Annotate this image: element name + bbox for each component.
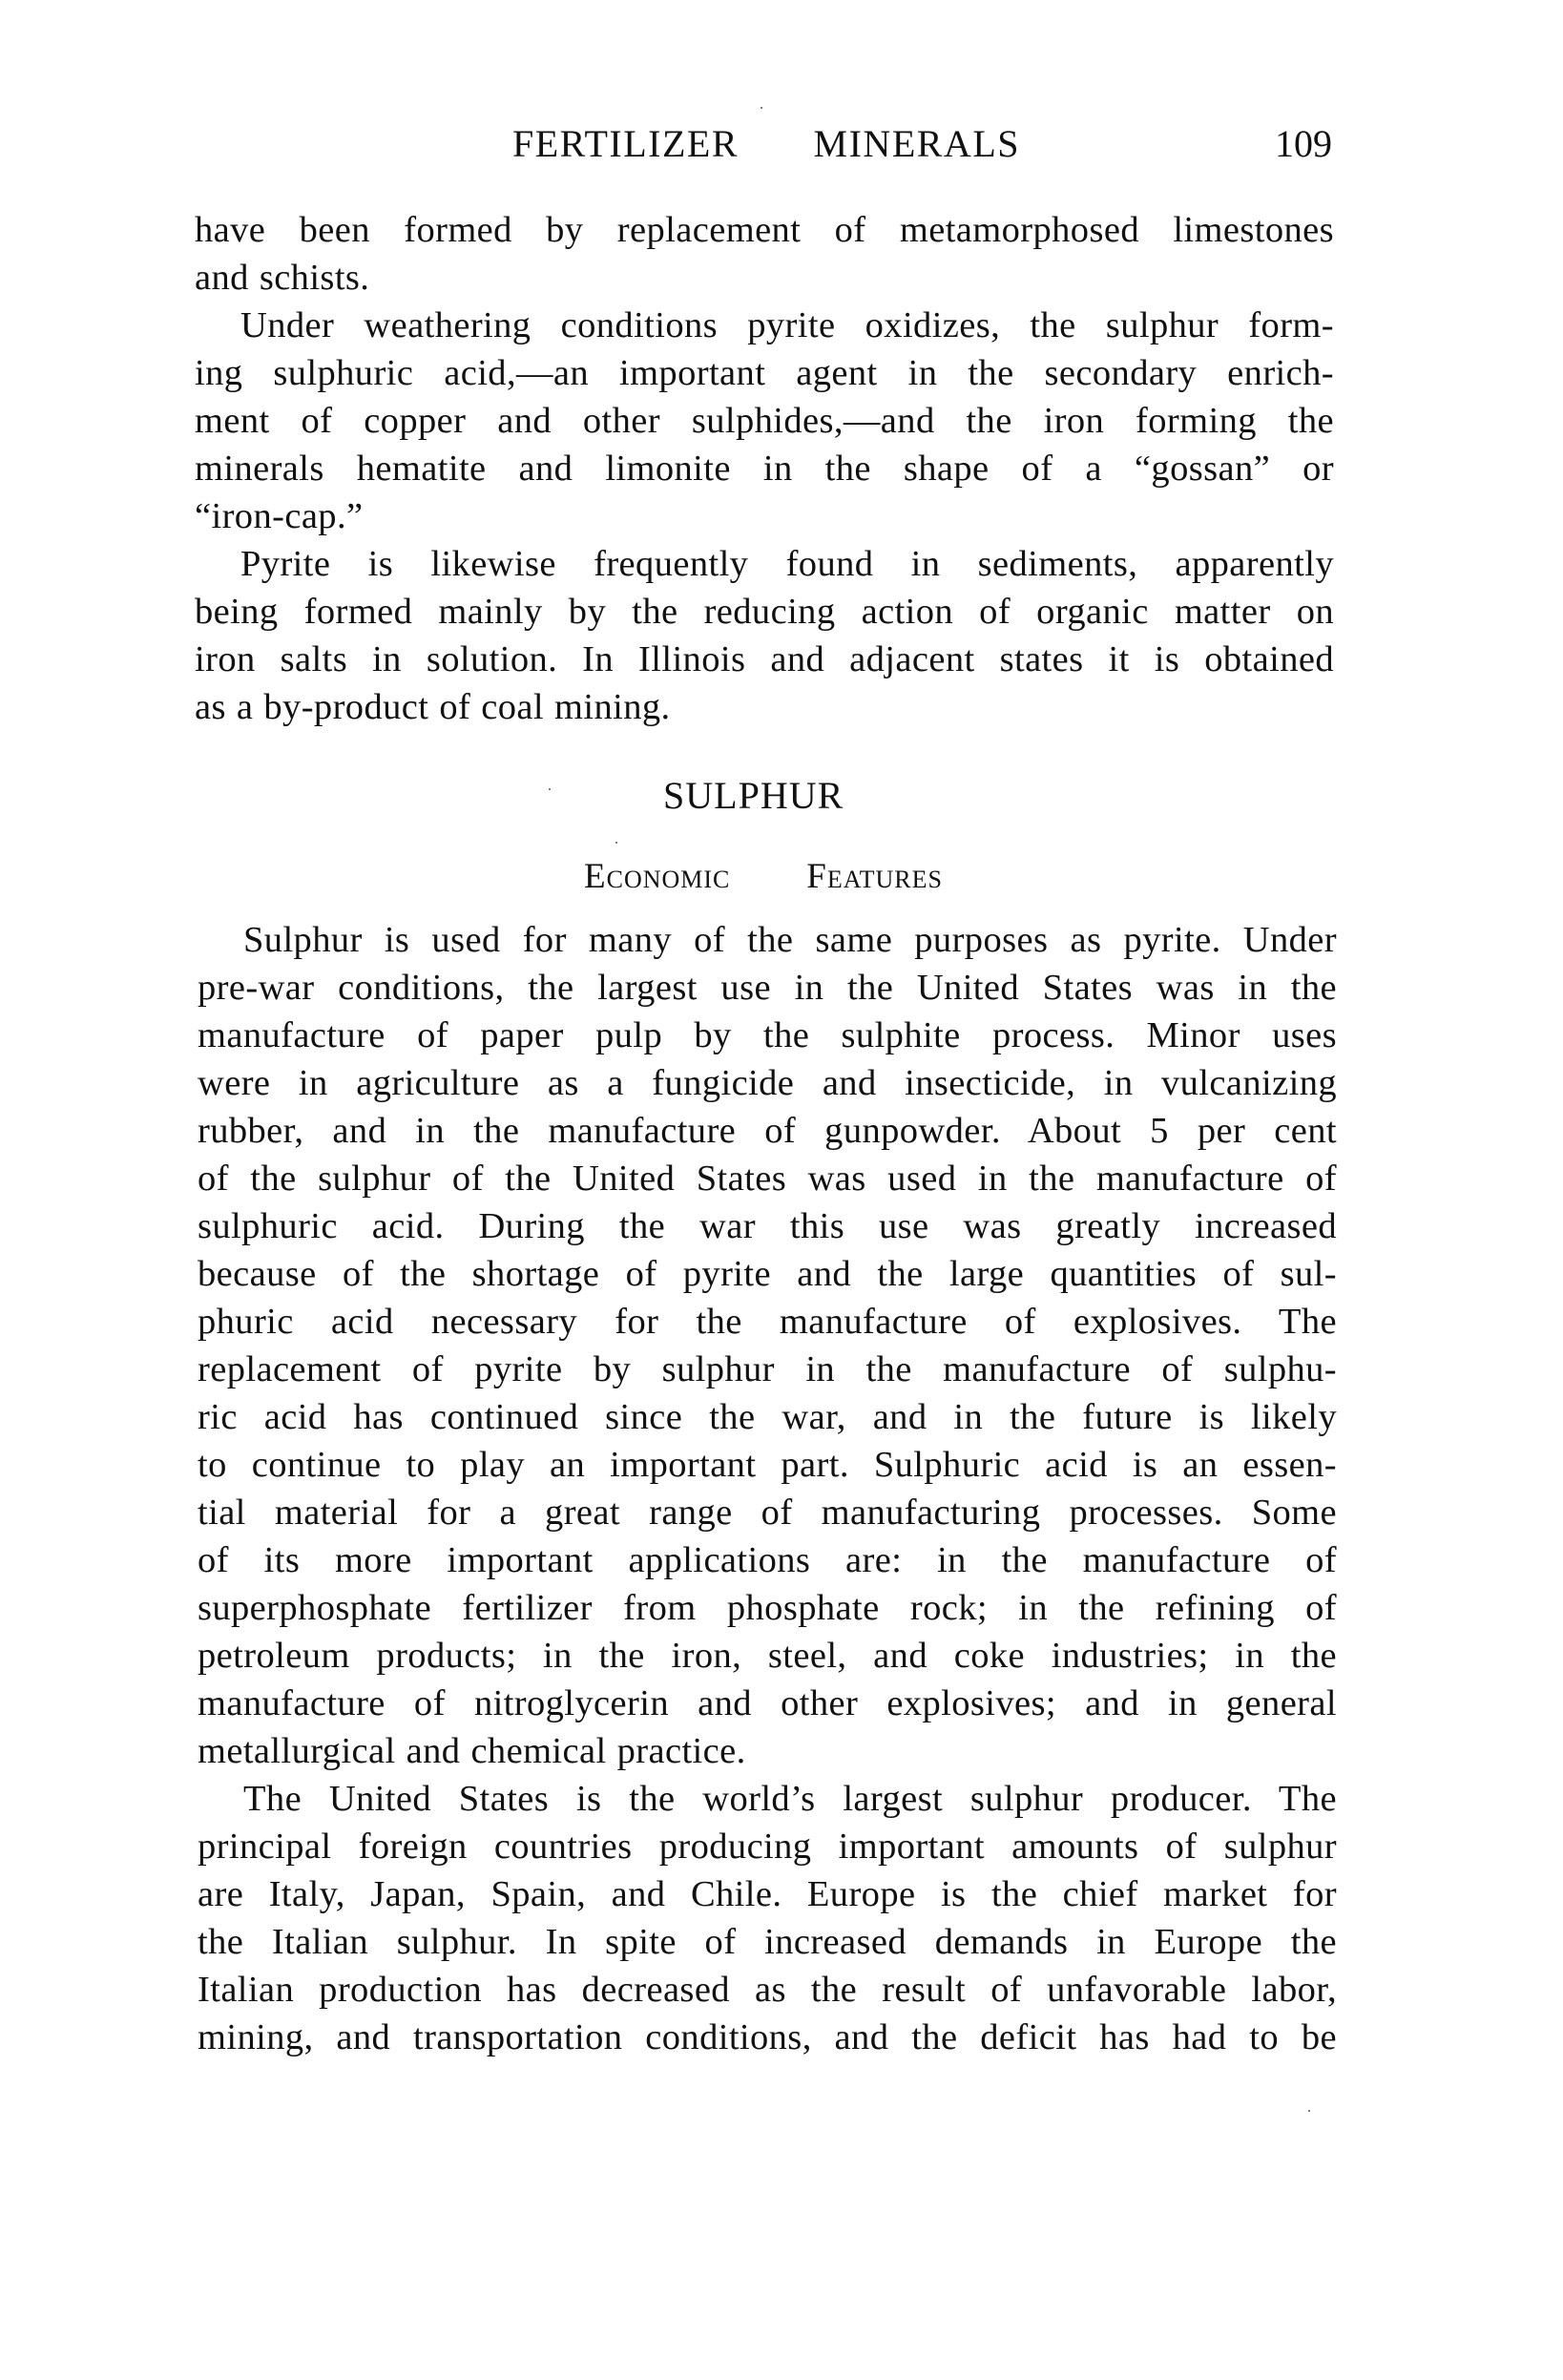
text-line: the Italian sulphur. In spite of increased demands in Europe the bbox=[198, 1922, 1337, 1962]
text-line: rubber, and in the manufacture of gunpowder. About 5 per cent bbox=[198, 1111, 1337, 1151]
text-line: mining, and transportation conditions, and the deficit has had to be bbox=[198, 2017, 1337, 2057]
text-line: petroleum products; in the iron, steel, and coke industries; in the bbox=[198, 1636, 1337, 1676]
text-line: minerals hematite and limonite in the shape of a “gossan” or bbox=[195, 449, 1334, 489]
text-line: because of the shortage of pyrite and the large quantities of sul- bbox=[198, 1254, 1337, 1294]
paragraph bbox=[198, 916, 1337, 1775]
section-title: SULPHUR bbox=[663, 774, 844, 817]
text-line: metallurgical and chemical practice. bbox=[198, 1731, 746, 1771]
text-line: have been formed by replacement of metamorphosed limestones bbox=[195, 210, 1334, 250]
scan-speck bbox=[761, 107, 762, 109]
text-line: manufacture of nitroglycerin and other explosives; and in general bbox=[198, 1683, 1337, 1723]
text-line: manufacture of paper pulp by the sulphite process. Minor uses bbox=[198, 1015, 1337, 1055]
text-line: tial material for a great range of manufacturing processes. Some bbox=[198, 1493, 1337, 1533]
scan-speck bbox=[549, 788, 551, 790]
text-line: sulphuric acid. During the war this use was greatly increased bbox=[198, 1206, 1337, 1246]
upper-text-block bbox=[195, 206, 1334, 731]
text-line: principal foreign countries producing important amounts of sulphur bbox=[198, 1827, 1337, 1867]
text-line: to continue to play an important part. Sulphuric acid is an essen- bbox=[198, 1445, 1337, 1485]
text-line: Under weathering conditions pyrite oxidizes, the sulphur form- bbox=[240, 305, 1334, 345]
text-line: Sulphur is used for many of the same purposes as pyrite. Under bbox=[243, 920, 1337, 960]
scan-speck bbox=[1308, 2110, 1310, 2112]
text-line: iron salts in solution. In Illinois and adjacent states it is obtained bbox=[195, 639, 1334, 679]
text-line: ment of copper and other sulphides,—and the iron forming the bbox=[195, 401, 1334, 441]
text-line: pre-war conditions, the largest use in the United States was in the bbox=[198, 968, 1337, 1008]
paragraph bbox=[195, 302, 1334, 540]
text-line: Pyrite is likewise frequently found in sediments, apparently bbox=[240, 544, 1334, 584]
text-line: replacement of pyrite by sulphur in the manufacture of sulphu- bbox=[198, 1349, 1337, 1389]
text-line: The United States is the world’s largest sulphur producer. The bbox=[243, 1779, 1337, 1819]
lower-text-block bbox=[198, 916, 1337, 2061]
text-line: as a by-product of coal mining. bbox=[195, 687, 671, 727]
text-line: of its more important applications are: in the manufacture of bbox=[198, 1540, 1337, 1580]
text-line: and schists. bbox=[195, 258, 370, 298]
text-line: “iron-cap.” bbox=[195, 496, 364, 536]
text-line: phuric acid necessary for the manufacture of explosives. The bbox=[198, 1302, 1337, 1342]
text-line: superphosphate fertilizer from phosphate rock; in the refining of bbox=[198, 1588, 1337, 1628]
text-line: were in agriculture as a fungicide and insecticide, in vulcanizing bbox=[198, 1063, 1337, 1103]
scan-speck bbox=[615, 842, 617, 844]
paragraph bbox=[195, 540, 1334, 731]
text-line: ing sulphuric acid,—an important agent in the secondary enrich- bbox=[195, 353, 1334, 393]
text-line: are Italy, Japan, Spain, and Chile. Europe is the chief market for bbox=[198, 1874, 1337, 1914]
text-line: of the sulphur of the United States was used in the manufacture of bbox=[198, 1159, 1337, 1199]
text-line: ric acid has continued since the war, and in the future is likely bbox=[198, 1397, 1337, 1437]
paragraph bbox=[198, 1775, 1337, 2061]
text-line: being formed mainly by the reducing action of organic matter on bbox=[195, 592, 1334, 632]
section-subtitle: Economic Features bbox=[584, 857, 943, 896]
page-number: 109 bbox=[1275, 122, 1332, 165]
running-head: FERTILIZER MINERALS bbox=[512, 122, 1020, 165]
paragraph bbox=[195, 206, 1334, 302]
text-line: Italian production has decreased as the result of unfavorable labor, bbox=[198, 1970, 1337, 2010]
